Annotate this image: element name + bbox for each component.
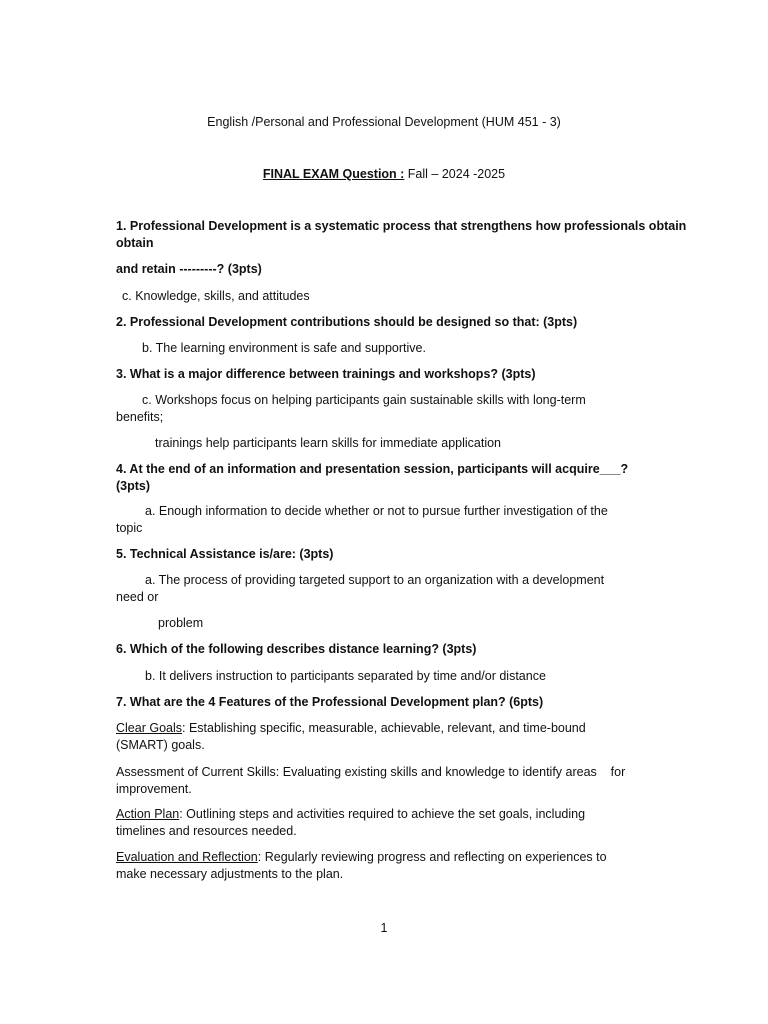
q4-question-line2: (3pts) (116, 479, 151, 493)
feature-evaluation-line2: make necessary adjustments to the plan. (116, 867, 344, 881)
q4-question-line1: 4. At the end of an information and presentation session, participants will acquire___? (116, 462, 629, 476)
feature-evaluation-line1: Evaluation and Reflection: Regularly reviewing progress and reflecting on experiences to (116, 850, 607, 864)
q5-answer-line2: need or (116, 590, 159, 604)
q1-question-line2: obtain (116, 236, 154, 250)
q3-answer-line3: trainings help participants learn skills for immediate application (155, 436, 502, 450)
q2-question: 2. Professional Development contributions should be designed so that: (3pts) (116, 315, 578, 329)
feature-term: Action Plan (116, 807, 180, 821)
q3-answer-line1: c. Workshops focus on helping participants gain sustainable skills with long-term (142, 393, 586, 407)
feature-term: Evaluation and Reflection (116, 850, 258, 864)
feature-term: Clear Goals (116, 721, 182, 735)
feature-term: Assessment of Current Skills (116, 765, 276, 779)
feature-clear-goals-line1: Clear Goals: Establishing specific, measurable, achievable, relevant, and time-bound (116, 721, 586, 735)
page-number: 1 (380, 921, 388, 935)
q5-answer-line1: a. The process of providing targeted support to an organization with a development (145, 573, 605, 587)
q5-answer-line3: problem (158, 616, 204, 630)
feature-action-plan-line2: timelines and resources needed. (116, 824, 297, 838)
course-title: English /Personal and Professional Development (HUM 451 - 3) (207, 115, 561, 129)
q4-answer-line1: a. Enough information to decide whether or not to pursue further investigation of the (145, 504, 608, 518)
exam-heading (0, 166, 768, 183)
exam-label: FINAL EXAM Question : (262, 167, 405, 181)
feature-action-plan-line1: Action Plan: Outlining steps and activities required to achieve the set goals, including (116, 807, 586, 821)
q4-answer-line2: topic (116, 521, 143, 535)
q3-answer-line2: benefits; (116, 410, 164, 424)
q1-answer: c. Knowledge, skills, and attitudes (122, 289, 310, 303)
feature-clear-goals-line2: (SMART) goals. (116, 738, 205, 752)
q5-question: 5. Technical Assistance is/are: (3pts) (116, 547, 334, 561)
feature-assessment-line2: improvement. (116, 782, 192, 796)
q6-question: 6. Which of the following describes distance learning? (3pts) (116, 642, 477, 656)
q1-question-line1: 1. Professional Development is a systematic process that strengthens how professionals obtain (116, 219, 687, 233)
feature-assessment-line1: Assessment of Current Skills: Evaluating existing skills and knowledge to identify areas for (116, 765, 626, 779)
exam-term: Fall – 2024 -2025 (404, 167, 506, 181)
q6-answer: b. It delivers instruction to participants separated by time and/or distance (145, 669, 546, 683)
q7-question: 7. What are the 4 Features of the Professional Development plan? (6pts) (116, 695, 544, 709)
q1-question-line3: and retain ---------? (3pts) (116, 262, 262, 276)
q3-question: 3. What is a major difference between trainings and workshops? (3pts) (116, 367, 536, 381)
q2-answer: b. The learning environment is safe and supportive. (142, 341, 426, 355)
